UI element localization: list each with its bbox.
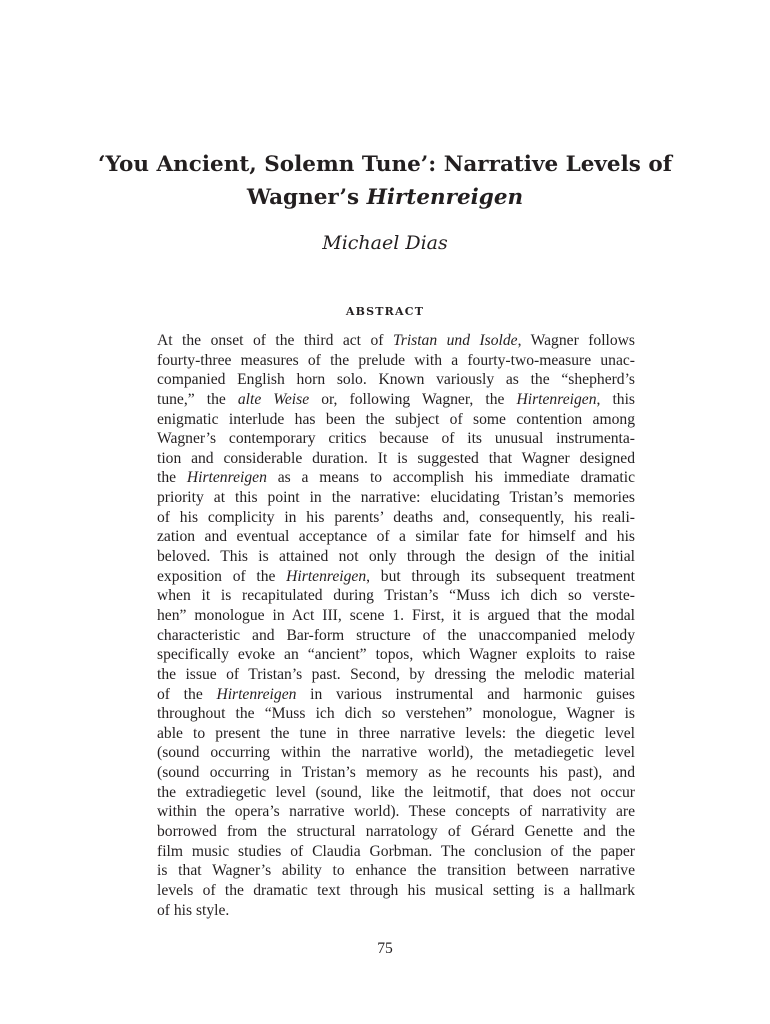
abstract-line xyxy=(157,527,635,547)
abstract-italic-text: Hirtenreigen xyxy=(516,390,597,408)
abstract-text: companied English horn solo. Known variously as the “shepherd’s xyxy=(157,371,635,389)
abstract-line xyxy=(157,783,635,803)
abstract-text: Wagner’s contemporary critics because of its unusual instrumenta- xyxy=(157,430,635,448)
abstract-line xyxy=(157,370,635,390)
abstract-text: hen” monologue in Act III, scene 1. First, it is argued that the modal xyxy=(157,606,635,624)
abstract-line xyxy=(157,802,635,822)
abstract-line xyxy=(157,626,635,646)
abstract-line xyxy=(157,704,635,724)
abstract-text: is that Wagner’s ability to enhance the transition between narrative xyxy=(157,862,635,880)
abstract-text: able to present the tune in three narrative levels: the diegetic level xyxy=(157,724,635,742)
abstract-body xyxy=(157,331,635,920)
abstract-line xyxy=(157,822,635,842)
abstract-text: tion and considerable duration. It is suggested that Wagner designed xyxy=(157,449,635,467)
abstract-line xyxy=(157,586,635,606)
abstract-text: or, following Wagner, the xyxy=(309,390,517,408)
abstract-line xyxy=(157,645,635,665)
abstract-line xyxy=(157,861,635,881)
title-line-2-italic: Hirtenreigen xyxy=(366,185,524,210)
abstract-text: tune,” the xyxy=(157,390,238,408)
abstract-text: priority at this point in the narrative: elucidating Tristan’s memories xyxy=(157,489,635,507)
abstract-text: beloved. This is attained not only through the design of the initial xyxy=(157,548,635,566)
abstract-line xyxy=(157,468,635,488)
abstract-text: the extradiegetic level (sound, like the leitmotif, that does not occur xyxy=(157,783,635,801)
abstract-italic-text: Hirtenreigen xyxy=(186,469,267,487)
abstract-text: exposition of the xyxy=(157,567,287,585)
abstract-text: of his style. xyxy=(157,901,230,919)
abstract-line xyxy=(157,606,635,626)
abstract-text: of the xyxy=(157,685,217,703)
abstract-line xyxy=(157,547,635,567)
abstract-line xyxy=(157,488,635,508)
abstract-italic-text: Hirtenreigen xyxy=(216,685,297,703)
abstract-line xyxy=(157,567,635,587)
abstract-line xyxy=(157,449,635,469)
abstract-line xyxy=(157,429,635,449)
abstract-text: of his complicity in his parents’ deaths and, consequently, his reali- xyxy=(157,508,635,526)
abstract-text: film music studies of Claudia Gorbman. The conclusion of the paper xyxy=(157,842,635,860)
abstract-text: , Wagner follows xyxy=(517,332,635,349)
abstract-line xyxy=(157,763,635,783)
abstract-line xyxy=(157,901,635,921)
abstract-text: specifically evoke an “ancient” topos, which Wagner exploits to raise xyxy=(157,646,635,664)
abstract-text: when it is recapitulated during Tristan’s “Muss ich dich so verste- xyxy=(157,587,635,605)
abstract-text: the issue of Tristan’s past. Second, by dressing the melodic material xyxy=(157,665,635,683)
abstract-text: in various instrumental and harmonic guises xyxy=(296,685,635,703)
abstract-text: (sound occurring in Tristan’s memory as he recounts his past), and xyxy=(157,764,635,782)
abstract-text: zation and eventual acceptance of a similar fate for himself and his xyxy=(157,528,635,546)
abstract-line xyxy=(157,743,635,763)
abstract-heading: ABSTRACT xyxy=(345,305,425,318)
author-name: Michael Dias xyxy=(322,232,448,254)
abstract-text: (sound occurring within the narrative world), the metadiegetic level xyxy=(157,744,635,762)
abstract-italic-text: Hirtenreigen xyxy=(286,567,367,585)
abstract-line xyxy=(157,881,635,901)
abstract-text: , this xyxy=(596,390,635,408)
title-line-2-prefix: Wagner’s xyxy=(246,185,367,210)
abstract-italic-text: Tristan und Isolde xyxy=(392,332,518,349)
abstract-line xyxy=(157,390,635,410)
abstract-line xyxy=(157,842,635,862)
abstract-line xyxy=(157,331,635,351)
abstract-text: the xyxy=(157,469,187,487)
abstract-text: fourty-three measures of the prelude with a fourty-two-measure unac- xyxy=(157,351,635,369)
abstract-text: as a means to accomplish his immediate dramatic xyxy=(266,469,635,487)
abstract-text: At the onset of the third act of xyxy=(157,332,393,349)
page-number: 75 xyxy=(377,940,393,957)
abstract-line xyxy=(157,508,635,528)
article-title xyxy=(0,148,770,214)
abstract-text: throughout the “Muss ich dich so verstehen” monologue, Wagner is xyxy=(157,705,635,723)
abstract-line xyxy=(157,351,635,371)
abstract-text: levels of the dramatic text through his musical setting is a hallmark xyxy=(157,881,635,899)
abstract-text: enigmatic interlude has been the subject of some contention among xyxy=(157,410,635,428)
abstract-line xyxy=(157,685,635,705)
abstract-line xyxy=(157,410,635,430)
abstract-line xyxy=(157,724,635,744)
title-line-1: ‘You Ancient, Solemn Tune’: Narrative Levels of xyxy=(98,152,672,177)
abstract-text: , but through its subsequent treatment xyxy=(366,567,635,585)
abstract-text: within the opera’s narrative world). These concepts of narrativity are xyxy=(157,803,635,821)
abstract-italic-text: alte Weise xyxy=(237,390,310,408)
abstract-text: borrowed from the structural narratology of Gérard Genette and the xyxy=(157,823,635,841)
abstract-line xyxy=(157,665,635,685)
abstract-text: characteristic and Bar-form structure of the unaccompanied melody xyxy=(157,626,635,644)
